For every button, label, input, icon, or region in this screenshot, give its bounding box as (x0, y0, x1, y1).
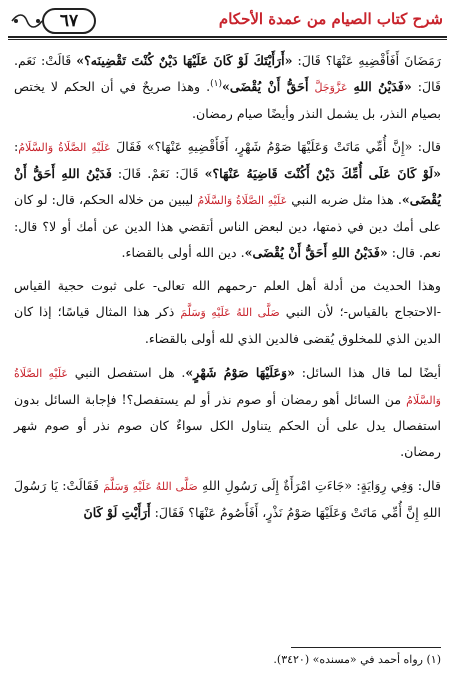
honorific: صَلَّى اللهُ عَلَيْهِ وَسَلَّمَ (180, 306, 280, 320)
hadith-quote: «وَعَلَيْهَا صَوْمُ شَهْرٍ» (185, 364, 295, 380)
body-text (14, 48, 441, 526)
footnote: (١) رواه أحمد في «مسنده» (٣٤٢٠). (273, 653, 441, 666)
ornament-icon (10, 12, 44, 30)
paragraph-4 (14, 360, 441, 465)
hadith-quote: «أَرَأَيْتَكَ لَوْ كَانَ عَلَيْهَا دَيْنٌ كُنْتَ تَقْضِينَه؟» (76, 53, 293, 68)
text-run: ليبين من خلاله الحكم، قال: لو كان على أمك دين في ذمتها، دين لبعض الناس أتقضي هذا الدين عن أمك أو لا؟ قال: نعم. قال: (14, 191, 441, 260)
hadith-quote: «لَوْ كَانَ عَلَى أُمِّكَ دَيْنٌ أَكُنْتَ قَاضِيَهُ عَنْهَا؟» (204, 166, 441, 182)
paragraph-5 (14, 473, 441, 526)
text-run: : (14, 139, 19, 155)
text-run: . دين الله أولى بالقضاء. (121, 244, 245, 260)
hadith-quote: أَحَقُّ أَنْ يُقْضَى» (222, 78, 309, 94)
text-run: . هل استفصل النبي (67, 364, 186, 380)
footnote-ref[interactable]: (١) (210, 78, 223, 89)
page-header (8, 6, 447, 38)
text-run: قال: وَفِي رِوَايَةٍ: «جَاءَتِ امْرَأَةٌ إِلَى رَسُولِ اللهِ (197, 477, 442, 493)
header-rule-thin (8, 39, 447, 40)
page-number: ٦٧ (42, 8, 96, 34)
text-run: ذكر هذا المثال قياسًا؛ إذا كان الدين الذي للمخلوق يُقضى فالدين الذي لله أولى بالقضاء. (14, 304, 441, 346)
text-run: . هذا مثل ضربه النبي (287, 191, 402, 207)
hadith-quote: أَرَأَيْتِ لَوْ كَانَ (83, 504, 151, 520)
header-rule (8, 36, 447, 38)
honorific: صَلَّى اللهُ عَلَيْهِ وَسَلَّمَ (103, 479, 198, 493)
hadith-quote: فَدَيْنُ اللهِ أَحَقُّ أَنْ يُقْضَى» (14, 166, 442, 207)
honorific: عَلَيْهِ الصَّلَاةُ وَالسَّلَامُ (14, 366, 441, 407)
hadith-quote: «فَدَيْنُ اللهِ (353, 78, 412, 94)
honorific: عَزَّوَجَلَّ (314, 80, 348, 94)
text-run: قَالَتْ: نَعَم. قَالَ: (14, 53, 441, 94)
running-title: شرح كتاب الصيام من عمدة الأحكام (218, 10, 443, 28)
paragraph-2 (14, 134, 441, 265)
footnote-rule (291, 647, 441, 648)
paragraph-1 (14, 48, 441, 126)
honorific: عَلَيْهِ الصَّلَاةُ وَالسَّلَامُ (18, 141, 111, 155)
text-run: قَالَ: نَعَمْ. قَالَ: (111, 166, 205, 182)
text-run: فَقَالَتْ: يَا رَسُولَ اللهِ إِنَّ أُمِّي مَاتَتْ وَعَلَيْهَا صَوْمُ نَذْرٍ، أَفَأَصُومُ عَنْهَا؟ فَقَالَ: (14, 477, 441, 520)
text-run: من السائل أهو رمضان أو صوم نذر أو لم يستفصل؟! فإجابة السائل بدون استفصال يدل على أن الحكم يتناول الكل سواءٌ كان صوم نذر أو صوم شهر رمضان. (14, 391, 441, 460)
text-run: قال: «إِنَّ أُمِّي مَاتَتْ وَعَلَيْهَا صَوْمُ شَهْرٍ، أَفَأَقْضِيهِ عَنْهَا؟» فَقَالَ (110, 139, 441, 155)
text-run: وهذا الحديث من أدلة أهل العلم -رحمهم الله تعالى- على ثبوت حجية القياس -الاحتجاج بالقياس-؛ لأن النبي (14, 278, 441, 320)
hadith-quote: «فَدَيْنُ اللهِ أَحَقُّ أَنْ يُقْضَى» (244, 244, 388, 260)
honorific: عَلَيْهِ الصَّلَاةُ وَالسَّلَامُ (197, 193, 288, 207)
text-run: أيضًا لما قال هذا السائل: (294, 364, 441, 380)
text-run: . وهذا صريحٌ في أن الحكم لا يختص بصيام النذر، بل يشمل النذر وأيضًا صيام رمضان. (14, 78, 441, 121)
text-run: رَمَضَانَ أَفَأَقْضِيهِ عَنْهَا؟ قَالَ: (292, 53, 441, 68)
paragraph-3 (14, 273, 441, 351)
